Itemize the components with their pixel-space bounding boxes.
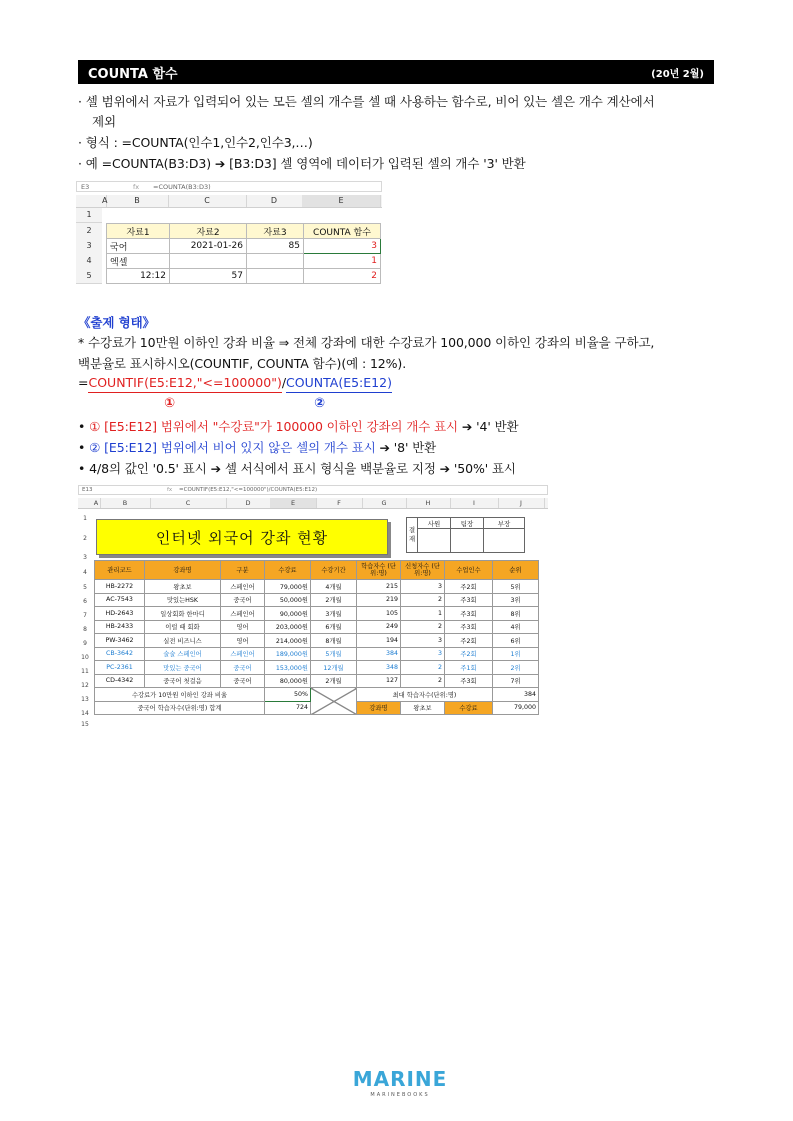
exam-question-2: 백분율로 표시하시오(COUNTIF, COUNTA 함수)(예 : 12%).: [78, 356, 407, 371]
th-sessions: 수업인수: [445, 561, 493, 580]
cell[interactable]: 6개월: [311, 620, 357, 634]
cell[interactable]: CD-4342: [95, 674, 145, 688]
cell-header[interactable]: 자료3: [247, 224, 304, 239]
fx-icon: fx: [167, 487, 173, 493]
cell[interactable]: 술술 스페인어: [145, 647, 221, 661]
table-row-13: [95, 688, 539, 702]
exam-heading: 《출제 형태》: [78, 315, 155, 330]
cell[interactable]: 4위: [493, 620, 539, 634]
table-row: [95, 634, 539, 648]
col-a: A: [92, 498, 101, 508]
approval-sign-3[interactable]: [484, 529, 525, 553]
cell[interactable]: 105: [357, 607, 401, 621]
cell[interactable]: 3: [401, 647, 445, 661]
cell[interactable]: 12개월: [311, 661, 357, 675]
cell[interactable]: 6위: [493, 634, 539, 648]
approval-side: 결재: [407, 518, 418, 553]
cell[interactable]: 153,000원: [265, 661, 311, 675]
diagonal-cell: [311, 688, 357, 715]
cell[interactable]: 203,000원: [265, 620, 311, 634]
marker-2: ②: [314, 396, 326, 411]
cell[interactable]: [247, 254, 304, 269]
spreadsheet-example-2: [78, 485, 548, 728]
row-14: 14: [81, 710, 89, 717]
cell[interactable]: CB-3642: [95, 647, 145, 661]
cell[interactable]: 2: [401, 661, 445, 675]
col-h: H: [406, 498, 451, 508]
cell[interactable]: 중국어: [221, 593, 265, 607]
table-row: [95, 580, 539, 594]
cell[interactable]: 12:12: [107, 269, 170, 284]
cell[interactable]: 스페인어: [221, 580, 265, 594]
cell[interactable]: 국어: [107, 239, 170, 254]
cell[interactable]: 7위: [493, 674, 539, 688]
row-11: 11: [81, 668, 89, 675]
cell[interactable]: 주1회: [445, 661, 493, 675]
name-box[interactable]: E13: [82, 487, 93, 493]
exam-question-1: * 수강료가 10만원 이하인 강좌 비율 ⇒ 전체 강좌에 대한 수강료가 100,000 이하인 강좌의 비율을 구하고,: [78, 335, 655, 350]
bullet-dot: •: [78, 419, 86, 434]
publisher-logo: [350, 1067, 450, 1098]
cell[interactable]: 중국어 첫걸음: [145, 674, 221, 688]
formula-equals: =: [78, 375, 89, 390]
approval-sign-2[interactable]: [451, 529, 484, 553]
lookup-key-2[interactable]: 수강료: [445, 701, 493, 715]
row-15: 15: [81, 721, 89, 728]
table-row: [95, 674, 539, 688]
col-i: I: [450, 498, 499, 508]
row-3: 3: [76, 238, 102, 254]
fx-icon: fx: [133, 183, 140, 191]
explain-1: [78, 417, 718, 437]
cell[interactable]: 2위: [493, 661, 539, 675]
approval-lead: 팀장: [451, 518, 484, 529]
cell[interactable]: 249: [357, 620, 401, 634]
lookup-value-2[interactable]: 79,000: [493, 701, 539, 715]
row-3: 3: [83, 554, 87, 561]
formula-countif: COUNTIF(E5:E12,"<=100000"): [88, 375, 281, 393]
section-title-bar: [78, 60, 714, 84]
chinese-sum-label[interactable]: 중국어 학습자수(단위:명) 합계: [95, 701, 265, 715]
cell[interactable]: 5위: [493, 580, 539, 594]
row-12: 12: [81, 682, 89, 689]
th-rank: 순위: [493, 561, 539, 580]
cell[interactable]: 1: [304, 254, 381, 269]
col-c: C: [150, 498, 227, 508]
cell-header[interactable]: 자료1: [107, 224, 170, 239]
cell[interactable]: 이럴 때 회화: [145, 620, 221, 634]
approval-box: [406, 517, 525, 553]
col-b: B: [106, 195, 169, 207]
cell[interactable]: 384: [357, 647, 401, 661]
row-7: 7: [83, 612, 87, 619]
th-course: 강좌명: [145, 561, 221, 580]
cell[interactable]: 219: [357, 593, 401, 607]
table-row: [95, 620, 539, 634]
cell[interactable]: 3개월: [311, 607, 357, 621]
cell[interactable]: HD-2643: [95, 607, 145, 621]
cell[interactable]: 348: [357, 661, 401, 675]
col-a: A: [102, 196, 108, 205]
intro-line-2: · 형식 : =COUNTA(인수1,인수2,인수3,…): [78, 135, 313, 150]
cell[interactable]: 8개월: [311, 634, 357, 648]
ratio-label[interactable]: 수강료가 10만원 이하인 강좌 비율: [95, 688, 265, 702]
formula-line: [78, 375, 392, 390]
cell[interactable]: 영어: [221, 634, 265, 648]
banner-title-box: [96, 519, 388, 555]
bullet-dot: •: [78, 440, 86, 455]
th-learners: 학습자수 (단위:명): [357, 561, 401, 580]
cell[interactable]: 215: [357, 580, 401, 594]
col-f: F: [316, 498, 363, 508]
row-8: 8: [83, 626, 87, 633]
th-type: 구분: [221, 561, 265, 580]
section-title: COUNTA 함수: [88, 67, 178, 82]
approval-head: 부장: [484, 518, 525, 529]
cell[interactable]: 주2회: [445, 647, 493, 661]
explain-2: [78, 438, 718, 458]
th-period: 수강기간: [311, 561, 357, 580]
cell[interactable]: 214,000원: [265, 634, 311, 648]
ratio-value-selected[interactable]: 50%: [265, 688, 311, 702]
name-box[interactable]: E3: [81, 183, 90, 191]
cell[interactable]: 2: [401, 593, 445, 607]
row-2: 2: [76, 223, 102, 239]
cell[interactable]: 3: [401, 634, 445, 648]
cell[interactable]: 2개월: [311, 674, 357, 688]
row-13: 13: [81, 696, 89, 703]
approval-staff: 사원: [418, 518, 451, 529]
row-4: 4: [83, 569, 87, 576]
cell[interactable]: 2: [401, 674, 445, 688]
banner-title: 인터넷 외국어 강좌 현황: [155, 529, 329, 547]
explain-1-main: ① [E5:E12] 범위에서 "수강료"가 100000 이하인 강좌의 개수 표시: [89, 419, 459, 434]
cell[interactable]: [247, 269, 304, 284]
intro-line-3: · 예 =COUNTA(B3:D3) ➔ [B3:D3] 셀 영역에 데이터가 입력된 셀의 개수 '3' 반환: [78, 156, 526, 171]
logo-mark: MARINE: [352, 1067, 448, 1091]
row-2: 2: [83, 535, 87, 542]
cell[interactable]: 3: [401, 580, 445, 594]
cell[interactable]: HB-2272: [95, 580, 145, 594]
row-5: 5: [83, 584, 87, 591]
cell[interactable]: 79,000원: [265, 580, 311, 594]
cell[interactable]: 2021-01-26: [170, 239, 247, 254]
cell[interactable]: 주2회: [445, 634, 493, 648]
formula-counta: COUNTA(E5:E12): [286, 375, 392, 393]
intro-line-1: · 셀 범위에서 자료가 입력되어 있는 모든 셀의 개수를 셀 때 사용하는 함수로, 비어 있는 셀은 개수 계산에서: [78, 94, 655, 109]
cell[interactable]: 80,000원: [265, 674, 311, 688]
cell[interactable]: 194: [357, 634, 401, 648]
lookup-value-1[interactable]: 왕초보: [401, 701, 445, 715]
cell[interactable]: HB-2433: [95, 620, 145, 634]
row-9: 9: [83, 640, 87, 647]
col-c: C: [168, 195, 247, 207]
logo-subtitle: MARINEBOOKS: [370, 1092, 430, 1098]
cell[interactable]: 일상회화 한마디: [145, 607, 221, 621]
th-code: 관리코드: [95, 561, 145, 580]
cell[interactable]: 189,000원: [265, 647, 311, 661]
cell[interactable]: 2: [401, 620, 445, 634]
cell[interactable]: 5개월: [311, 647, 357, 661]
intro-line-1b: 제외: [92, 114, 116, 129]
course-table: [94, 560, 539, 715]
explain-1-tail: ➔ '4' 반환: [458, 419, 519, 434]
row-10: 10: [81, 654, 89, 661]
cell[interactable]: 1: [401, 607, 445, 621]
col-j: J: [498, 498, 545, 508]
table-row: [95, 647, 539, 661]
cell[interactable]: 스페인어: [221, 607, 265, 621]
cell-header[interactable]: 자료2: [170, 224, 247, 239]
max-learners-label[interactable]: 최대 학습자수(단위:명): [357, 688, 493, 702]
table-row: [95, 593, 539, 607]
cell[interactable]: 엑셀: [107, 254, 170, 269]
cell[interactable]: AC-7543: [95, 593, 145, 607]
cell[interactable]: 주3회: [445, 593, 493, 607]
max-learners-value[interactable]: 384: [493, 688, 539, 702]
formula-slash: /: [281, 375, 287, 390]
cell[interactable]: 맛있는 중국어: [145, 661, 221, 675]
table-row: [95, 607, 539, 621]
column-header-row: [76, 195, 382, 208]
cell[interactable]: 2개월: [311, 593, 357, 607]
lookup-key-1[interactable]: 강좌명: [357, 701, 401, 715]
cell[interactable]: 50,000원: [265, 593, 311, 607]
cell[interactable]: 영어: [221, 620, 265, 634]
cell[interactable]: PW-3462: [95, 634, 145, 648]
example-table-1: [106, 223, 381, 284]
cell[interactable]: 스페인어: [221, 647, 265, 661]
cell[interactable]: 중국어: [221, 674, 265, 688]
th-fee: 수강료: [265, 561, 311, 580]
row-6: 6: [83, 598, 87, 605]
col-d: D: [246, 195, 303, 207]
row-5: 5: [76, 268, 102, 284]
cell-selected[interactable]: 3: [304, 239, 381, 254]
cell[interactable]: PC-2361: [95, 661, 145, 675]
cell[interactable]: 주3회: [445, 607, 493, 621]
cell[interactable]: 맛있는HSK: [145, 593, 221, 607]
explain-3: • 4/8의 값인 '0.5' 표시 ➔ 셀 서식에서 표시 형식을 백분율로 지정 ➔ '50%' 표시: [78, 461, 516, 476]
cell[interactable]: 실전 비즈니스: [145, 634, 221, 648]
col-d: D: [226, 498, 271, 508]
th-applicants: 신청자수 (단위:명): [401, 561, 445, 580]
row-4: 4: [76, 253, 102, 269]
cell[interactable]: 127: [357, 674, 401, 688]
col-e: E: [270, 498, 317, 508]
formula-bar: [78, 485, 548, 495]
column-header-row: [78, 498, 548, 509]
cell[interactable]: 85: [247, 239, 304, 254]
col-g: G: [362, 498, 407, 508]
spreadsheet-example-1: [76, 181, 382, 285]
cell[interactable]: [170, 254, 247, 269]
approval-sign-1[interactable]: [418, 529, 451, 553]
formula-text[interactable]: =COUNTA(B3:D3): [153, 183, 211, 191]
cell[interactable]: 90,000원: [265, 607, 311, 621]
col-b: B: [100, 498, 151, 508]
table-row: [95, 661, 539, 675]
cell-header[interactable]: COUNTA 함수: [304, 224, 381, 239]
cell[interactable]: 왕초보: [145, 580, 221, 594]
section-date: (20년 2월): [651, 69, 704, 80]
cell[interactable]: 주3회: [445, 674, 493, 688]
explain-2-main: ② [E5:E12] 범위에서 비어 있지 않은 셀의 개수 표시: [89, 440, 376, 455]
explain-2-tail: ➔ '8' 반환: [375, 440, 437, 455]
cell[interactable]: 4개월: [311, 580, 357, 594]
formula-text[interactable]: =COUNTIF(E5:E12,"<=100000")/COUNTA(E5:E12): [179, 487, 318, 493]
row-1: 1: [83, 515, 87, 522]
cell[interactable]: 1위: [493, 647, 539, 661]
cell[interactable]: 8위: [493, 607, 539, 621]
chinese-sum-value[interactable]: 724: [265, 701, 311, 715]
marker-1: ①: [164, 396, 176, 411]
cell[interactable]: 중국어: [221, 661, 265, 675]
cell[interactable]: 57: [170, 269, 247, 284]
cell[interactable]: 3위: [493, 593, 539, 607]
cell[interactable]: 2: [304, 269, 381, 284]
cell[interactable]: 주2회: [445, 580, 493, 594]
formula-bar: [76, 181, 382, 192]
cell[interactable]: 주3회: [445, 620, 493, 634]
col-e: E: [302, 195, 381, 207]
row-1: 1: [76, 208, 102, 223]
